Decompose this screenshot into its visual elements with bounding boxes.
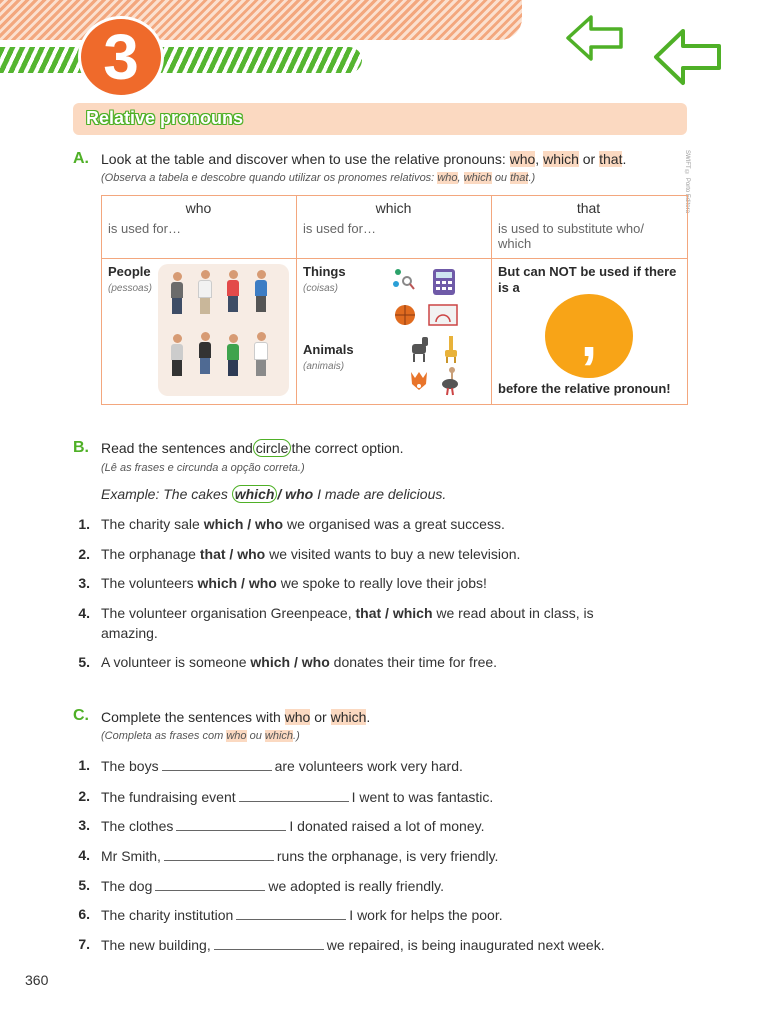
section-a-letter: A. (73, 150, 89, 167)
comma-icon: , (545, 294, 633, 378)
section-b-instruction: Read the sentences and circle the correct option. (101, 440, 404, 456)
b-item-number: 4. (78, 605, 90, 621)
person-icon (170, 272, 184, 314)
table-divider (101, 258, 687, 259)
calculator-icon (432, 268, 456, 296)
b-item-sentence: The charity sale which / who we organised was a great success. (101, 516, 505, 532)
answer-blank[interactable] (239, 788, 349, 802)
c-item-sentence: The boys are volunteers work very hard. (101, 758, 463, 774)
animals-translation: (animais) (303, 361, 345, 372)
people-translation: (pessoas) (108, 283, 152, 294)
person-icon (226, 334, 240, 376)
person-icon (254, 332, 268, 376)
example-circled-option[interactable]: which (232, 485, 278, 503)
page-title: Relative pronouns (86, 108, 244, 128)
table-header-which: which (375, 200, 412, 216)
that-restriction-footer: before the relative pronoun! (498, 381, 671, 396)
who-description: is used for… (108, 221, 181, 236)
section-c-instruction: Complete the sentences with who or which. (101, 709, 371, 725)
c-item-number: 2. (78, 788, 90, 804)
protractor-icon (428, 304, 458, 326)
ostrich-icon (438, 366, 462, 396)
giraffe-icon (438, 334, 462, 364)
ball-icon (394, 304, 416, 326)
section-b-example: Example: The cakes which / who I made are delicious. (101, 486, 447, 502)
c-item-sentence: The dog we adopted is really friendly. (101, 878, 444, 894)
c-item-number: 5. (78, 877, 90, 893)
section-b-letter: B. (73, 439, 89, 456)
b-item-options[interactable]: which / who (197, 575, 277, 591)
table-divider (296, 195, 297, 404)
header-stripe-green (0, 47, 362, 73)
b-item-number: 3. (78, 575, 90, 591)
table-header-that: that (576, 200, 601, 216)
header-stripe-orange (0, 0, 522, 40)
page-number: 360 (25, 972, 49, 988)
donkey-icon (406, 334, 432, 364)
b-item-options[interactable]: that / who (199, 546, 266, 562)
answer-blank[interactable] (214, 936, 324, 950)
c-item-number: 4. (78, 847, 90, 863)
c-item-sentence: The fundraising event I went to was fantastic. (101, 789, 494, 805)
c-item-number: 3. (78, 817, 90, 833)
b-item-number: 2. (78, 546, 90, 562)
b-item-number: 5. (78, 654, 90, 670)
section-a-translation: (Observa a tabela e descobre quando utilizar os pronomes relativos: who, which ou that.) (101, 172, 536, 184)
c-item-sentence: Mr Smith, runs the orphanage, is very friendly. (101, 848, 499, 864)
things-translation: (coisas) (303, 283, 339, 294)
c-item-number: 6. (78, 906, 90, 922)
things-label: Things (303, 264, 346, 279)
b-item-number: 1. (78, 516, 90, 532)
person-icon (254, 270, 268, 312)
b-item-sentence-continued: amazing. (101, 625, 158, 641)
c-item-sentence: The charity institution I work for helps the poor. (101, 907, 503, 923)
b-item-options[interactable]: which / who (250, 654, 330, 670)
b-item-sentence: The orphanage that / who we visited wants to buy a new television. (101, 546, 521, 562)
person-icon (170, 334, 184, 376)
section-b-translation: (Lê as frases e circunda a opção correta.) (101, 462, 305, 474)
section-a-instruction: Look at the table and discover when to use the relative pronouns: who, which or that. (101, 151, 627, 167)
answer-blank[interactable] (176, 817, 286, 831)
answer-blank[interactable] (162, 757, 272, 771)
b-item-options[interactable]: which / who (203, 516, 284, 532)
which-description: is used for… (303, 221, 376, 236)
c-item-number: 7. (78, 936, 90, 952)
c-item-sentence: The clothes I donated raised a lot of money. (101, 818, 485, 834)
answer-blank[interactable] (155, 877, 265, 891)
answer-blank[interactable] (236, 906, 346, 920)
unit-number: 3 (103, 21, 139, 93)
section-c-letter: C. (73, 707, 89, 724)
back-arrow-large-icon[interactable] (653, 28, 723, 86)
animals-label: Animals (303, 342, 354, 357)
unit-number-badge (78, 16, 164, 98)
c-item-number: 1. (78, 757, 90, 773)
magnifier-icon (392, 266, 416, 294)
table-divider (491, 195, 492, 404)
person-icon (198, 270, 212, 314)
b-item-sentence: The volunteer organisation Greenpeace, that / which we read about in class, is (101, 605, 594, 621)
back-arrow-icon[interactable] (565, 14, 625, 62)
c-item-sentence: The new building, we repaired, is being inaugurated next week. (101, 937, 605, 953)
b-item-options[interactable]: that / which (355, 605, 433, 621)
b-item-sentence: The volunteers which / who we spoke to really love their jobs! (101, 575, 487, 591)
person-icon (198, 332, 212, 374)
people-illustration (158, 264, 289, 396)
table-header-who: who (185, 200, 212, 216)
copyright-note: SWIFT © Porto Editora (684, 150, 690, 213)
fox-icon (406, 368, 432, 396)
section-c-translation: (Completa as frases com who ou which.) (101, 730, 300, 742)
that-restriction-note: But can NOT be used if there is a (498, 264, 677, 295)
answer-blank[interactable] (164, 847, 274, 861)
that-description: is used to substitute who/ which (498, 221, 644, 251)
people-label: People (108, 264, 151, 279)
person-icon (226, 270, 240, 312)
b-item-sentence: A volunteer is someone which / who donates their time for free. (101, 654, 498, 670)
